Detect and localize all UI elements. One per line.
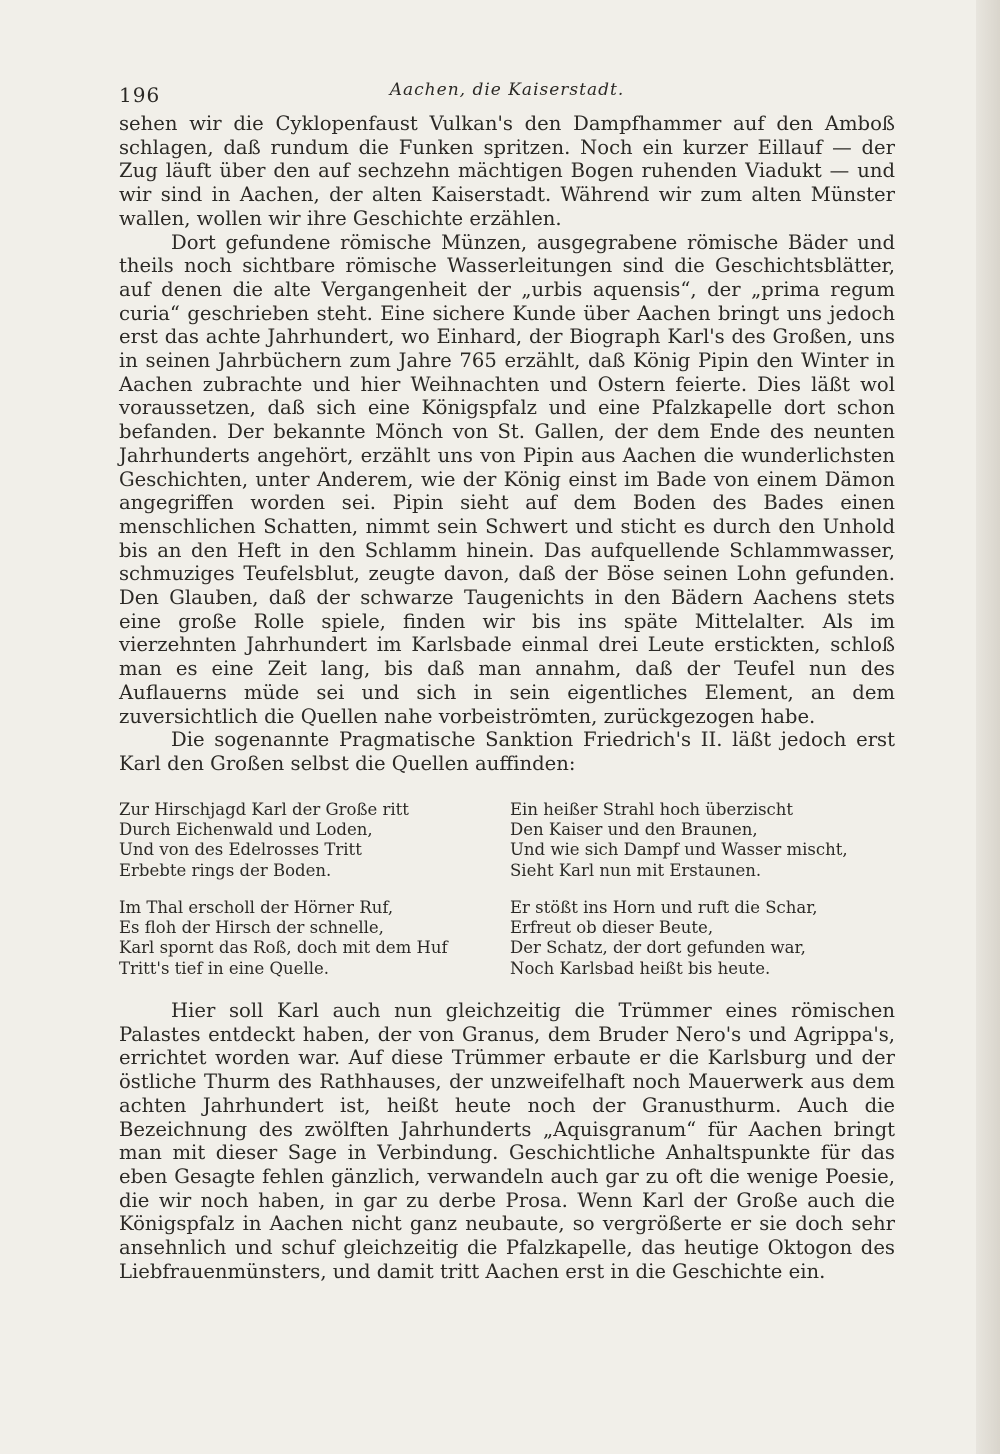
poem-stanza bbox=[510, 800, 895, 881]
paragraph-sanction: Die sogenannte Pragmatische Sanktion Friedrich's II. läßt jedoch erst Karl den Großen selbst die Quellen auffinden: bbox=[119, 728, 895, 775]
running-title: Aachen, die Kaiserstadt. bbox=[389, 80, 625, 100]
poem-verse: Sieht Karl nun mit Erstaunen. bbox=[510, 860, 762, 880]
poem-verse: Zur Hirschjagd Karl der Große ritt bbox=[119, 799, 409, 819]
poem-verse: Und wie sich Dampf und Wasser mischt, bbox=[510, 840, 848, 860]
poem-right-column bbox=[510, 800, 895, 979]
poem-left-column bbox=[119, 800, 504, 979]
poem-stanza bbox=[119, 800, 504, 881]
paragraph-palace: Hier soll Karl auch nun gleichzeitig die Trümmer eines römischen Palastes entdeckt haben, der von Granus, dem Bruder Nero's und Agrippa's, errichtet worden war. Auf diese Trümmer erbaute er die Karlsburg und der östliche Thurm des Rathhauses, der unzweifelhaft noch Mauerwerk aus dem achten Jahrhundert ist, heißt heute noch der Granusthurm. Auch die Bezeichnung des zwölften Jahrhunderts „Aquisgranum“ für Aachen bringt man mit dieser Sage in Verbindung. Geschichtliche Anhaltspunkte für das eben Gesagte fehlen gänzlich, verwandeln auch gar zu oft die wenige Poesie, die wir noch haben, in gar zu derbe Prosa. Wenn Karl der Große auch die Königspfalz in Aachen nicht ganz neubaute, so vergrößerte er sie doch sehr ansehnlich und schuf gleichzeitig die Pfalzkapelle, das heutige Oktogon des Liebfrauenmünsters, und damit tritt Aachen erst in die Geschichte ein. bbox=[119, 999, 895, 1283]
poem-verse: Karl spornt das Roß, doch mit dem Huf bbox=[119, 938, 448, 958]
poem-verse: Erfreut ob dieser Beute, bbox=[510, 918, 714, 938]
poem bbox=[119, 800, 895, 979]
page-number: 196 bbox=[119, 83, 161, 107]
page-edge bbox=[976, 0, 1000, 1454]
poem-verse: Tritt's tief in eine Quelle. bbox=[119, 958, 330, 978]
poem-verse: Im Thal erscholl der Hörner Ruf, bbox=[119, 897, 394, 917]
poem-stanza bbox=[119, 898, 504, 979]
poem-verse: Es floh der Hirsch der schnelle, bbox=[119, 918, 384, 938]
poem-stanza bbox=[510, 898, 895, 979]
book-page bbox=[119, 78, 895, 1284]
poem-verse: Und von des Edelrosses Tritt bbox=[119, 840, 362, 860]
poem-verse: Noch Karlsbad heißt bis heute. bbox=[510, 958, 771, 978]
paragraph-history: Dort gefundene römische Münzen, ausgegrabene römische Bäder und theils noch sichtbare römische Wasserleitungen sind die Geschichtsblätter, auf denen die alte Vergangenheit der „urbis aquensis“, der „prima regum curia“ geschrieben steht. Eine sichere Kunde über Aachen bringt uns jedoch erst das achte Jahrhundert, wo Einhard, der Biograph Karl's des Großen, uns in seinen Jahrbüchern zum Jahre 765 erzählt, daß König Pipin den Winter in Aachen zubrachte und hier Weihnachten und Ostern feierte. Dies läßt wol voraussetzen, daß sich eine Königspfalz und eine Pfalzkapelle dort schon befanden. Der bekannte Mönch von St. Gallen, der dem Ende des neunten Jahrhunderts angehört, erzählt uns von Pipin aus Aachen die wunderlichsten Geschichten, unter Anderem, wie der König einst im Bade von einem Dämon angegriffen worden sei. Pipin sieht auf dem Boden des Bades einen menschlichen Schatten, nimmt sein Schwert und sticht es durch den Unhold bis an den Heft in den Schlamm hinein. Das aufquellende Schlammwasser, schmuziges Teufelsblut, zeugte davon, daß der Böse seinen Lohn gefunden. Den Glauben, daß der schwarze Taugenichts in den Bädern Aachens stets eine große Rolle spiele, finden wir bis ins späte Mittelalter. Als im vierzehnten Jahrhundert im Karlsbade einmal drei Leute erstickten, schloß man es eine Zeit lang, bis daß man annahm, daß der Teufel nun des Auflauerns müde sei und sich in sein eigentliches Element, an dem zuversichtlich die Quellen nahe vorbeiströmten, zurückgezogen habe. bbox=[119, 230, 895, 728]
poem-verse: Erbebte rings der Boden. bbox=[119, 860, 332, 880]
poem-verse: Den Kaiser und den Braunen, bbox=[510, 819, 758, 839]
page-header bbox=[119, 78, 895, 112]
poem-verse: Er stößt ins Horn und ruft die Schar, bbox=[510, 897, 818, 917]
paragraph-intro: sehen wir die Cyklopenfaust Vulkan's den Dampfhammer auf den Amboß schlagen, daß rundum die Funken spritzen. Noch ein kurzer Eillauf — der Zug läuft über den auf sechzehn mächtigen Bogen ruhenden Viadukt — und wir sind in Aachen, der alten Kaiserstadt. Während wir zum alten Münster wallen, wollen wir ihre Geschichte erzählen. bbox=[119, 112, 895, 230]
poem-verse: Ein heißer Strahl hoch überzischt bbox=[510, 799, 794, 819]
poem-verse: Durch Eichenwald und Loden, bbox=[119, 819, 373, 839]
poem-verse: Der Schatz, der dort gefunden war, bbox=[510, 938, 806, 958]
